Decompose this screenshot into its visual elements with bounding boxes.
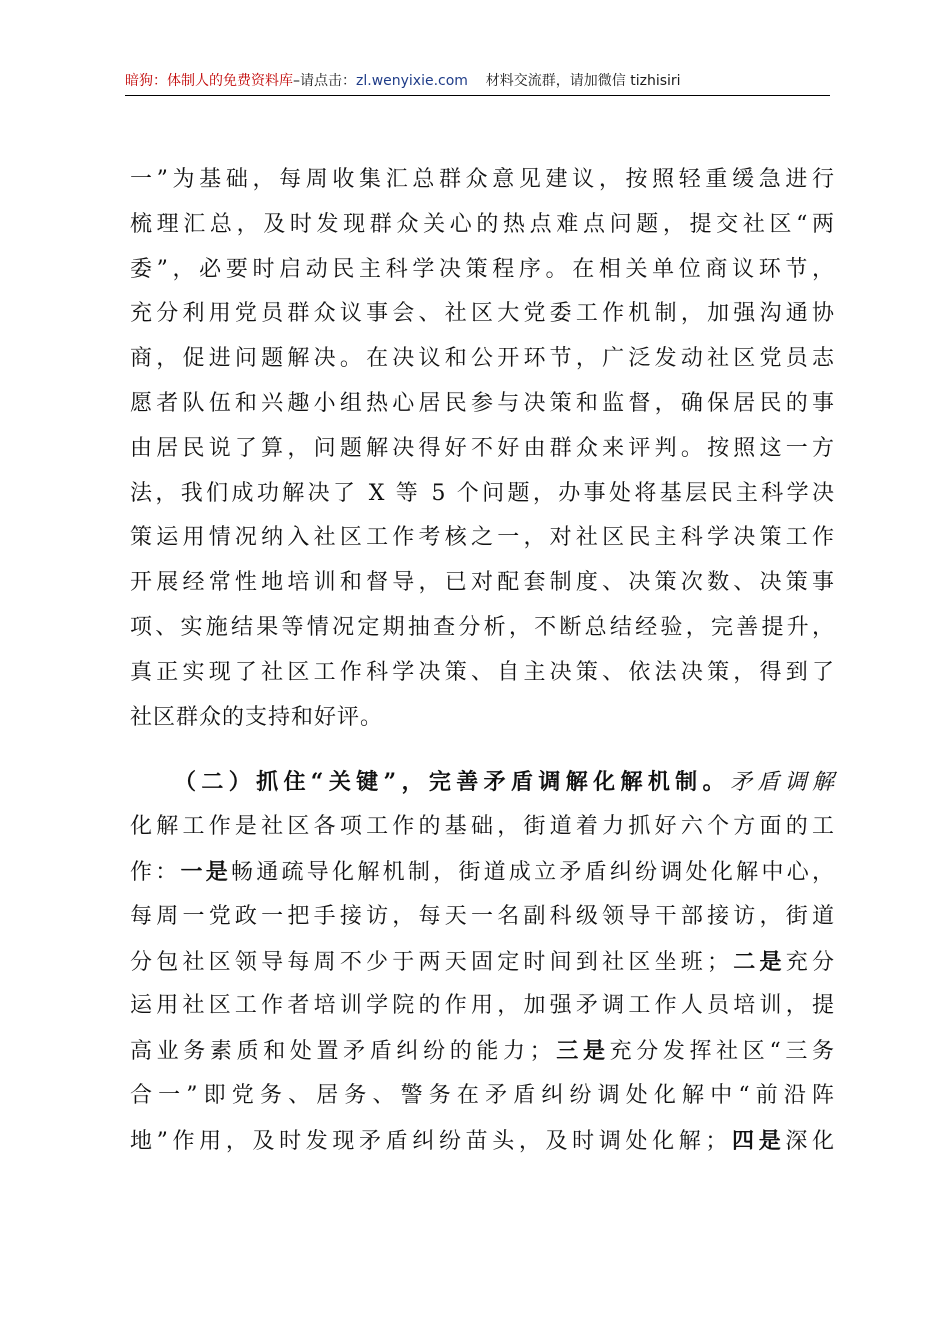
text-line: 一”为基础，每周收集汇总群众意见建议，按照轻重缓急进行 [130,167,835,192]
text-line: 每周一党政一把手接访，每天一名副科级领导干部接访，街道 [130,903,835,929]
paragraph-2 [130,760,835,1163]
text-span: 深化 [785,1128,835,1154]
text-line: 项、实施结果等情况定期抽查分析，不断总结经验，完善提升， [130,614,835,640]
text-line [130,940,835,985]
emphasis-label: 二是 [730,948,786,975]
text-line: 化解工作是社区各项工作的基础，街道着力抓好六个方面的工 [130,814,835,840]
text-line: 运用社区工作者培训学院的作用，加强矛调工作人员培训，提 [130,993,835,1019]
text-line [130,760,835,805]
text-line: 开展经常性地培训和督导，已对配套制度、决策次数、决策事 [130,570,835,596]
header-click-prompt: –请点击： [293,73,356,89]
text-line: 委”，必要时启动民主科学决策程序。在相关单位商议环节， [130,256,835,282]
text-line: 合一”即党务、居务、警务在矛盾纠纷调处化解中“前沿阵 [130,1082,835,1108]
text-line: 真正实现了社区工作科学决策、自主决策、依法决策，得到了 [130,659,835,685]
emphasis-label: 三是 [552,1038,610,1065]
text-line: 策运用情况纳入社区工作考核之一，对社区民主科学决策工作 [130,525,835,551]
document-body [130,158,835,1164]
header-divider [125,95,830,96]
text-line: 由居民说了算，问题解决得好不好由群众来评判。按照这一方 [130,435,835,461]
emphasis-label: 四是 [728,1127,786,1154]
text-span: 畅通疏导化解机制，街道成立矛盾纠纷调处化解中心， [231,859,835,885]
emphasis-label: 一是 [180,858,232,885]
text-span: 分包社区领导每周不少于两天固定时间到社区坐班； [130,949,731,975]
text-span: 作： [130,859,181,885]
text-span: 矛盾调解 [729,770,835,796]
paragraph-spacer [130,740,835,760]
text-line [130,1119,835,1164]
text-line [130,850,835,895]
text-line: 商，促进问题解决。在决议和公开环节，广泛发动社区党员志 [130,346,835,372]
paragraph-1 [130,158,835,740]
text-span: 充分发挥社区“三务 [609,1039,835,1065]
header-link[interactable]: zl.wenyixie.com [356,73,468,89]
text-line [130,1029,835,1074]
text-span: 高业务素质和处置矛盾纠纷的能力； [130,1039,553,1065]
text-line: 社区群众的支持和好评。 [130,704,384,730]
text-line: 充分利用党员群众议事会、社区大党委工作机制，加强沟通协 [130,301,835,327]
text-span: 充分 [785,949,835,975]
page-header [125,68,830,94]
text-line: 愿者队伍和兴趣小组热心居民参与决策和监督，确保居民的事 [130,390,835,416]
section-heading: （二）抓住“关键”，完善矛盾调解化解机制。 [174,769,730,796]
text-line: 梳理汇总，及时发现群众关心的热点难点问题，提交社区“两 [130,211,835,237]
header-site-name: 暗狗：体制人的免费资料库 [125,73,293,89]
header-wechat-note: 材料交流群，请加微信 tizhisiri [485,73,681,89]
text-line: 法，我们成功解决了 X 等 5 个问题，办事处将基层民主科学决 [130,480,835,506]
text-span: 地”作用，及时发现矛盾纠纷苗头，及时调处化解； [130,1128,729,1154]
